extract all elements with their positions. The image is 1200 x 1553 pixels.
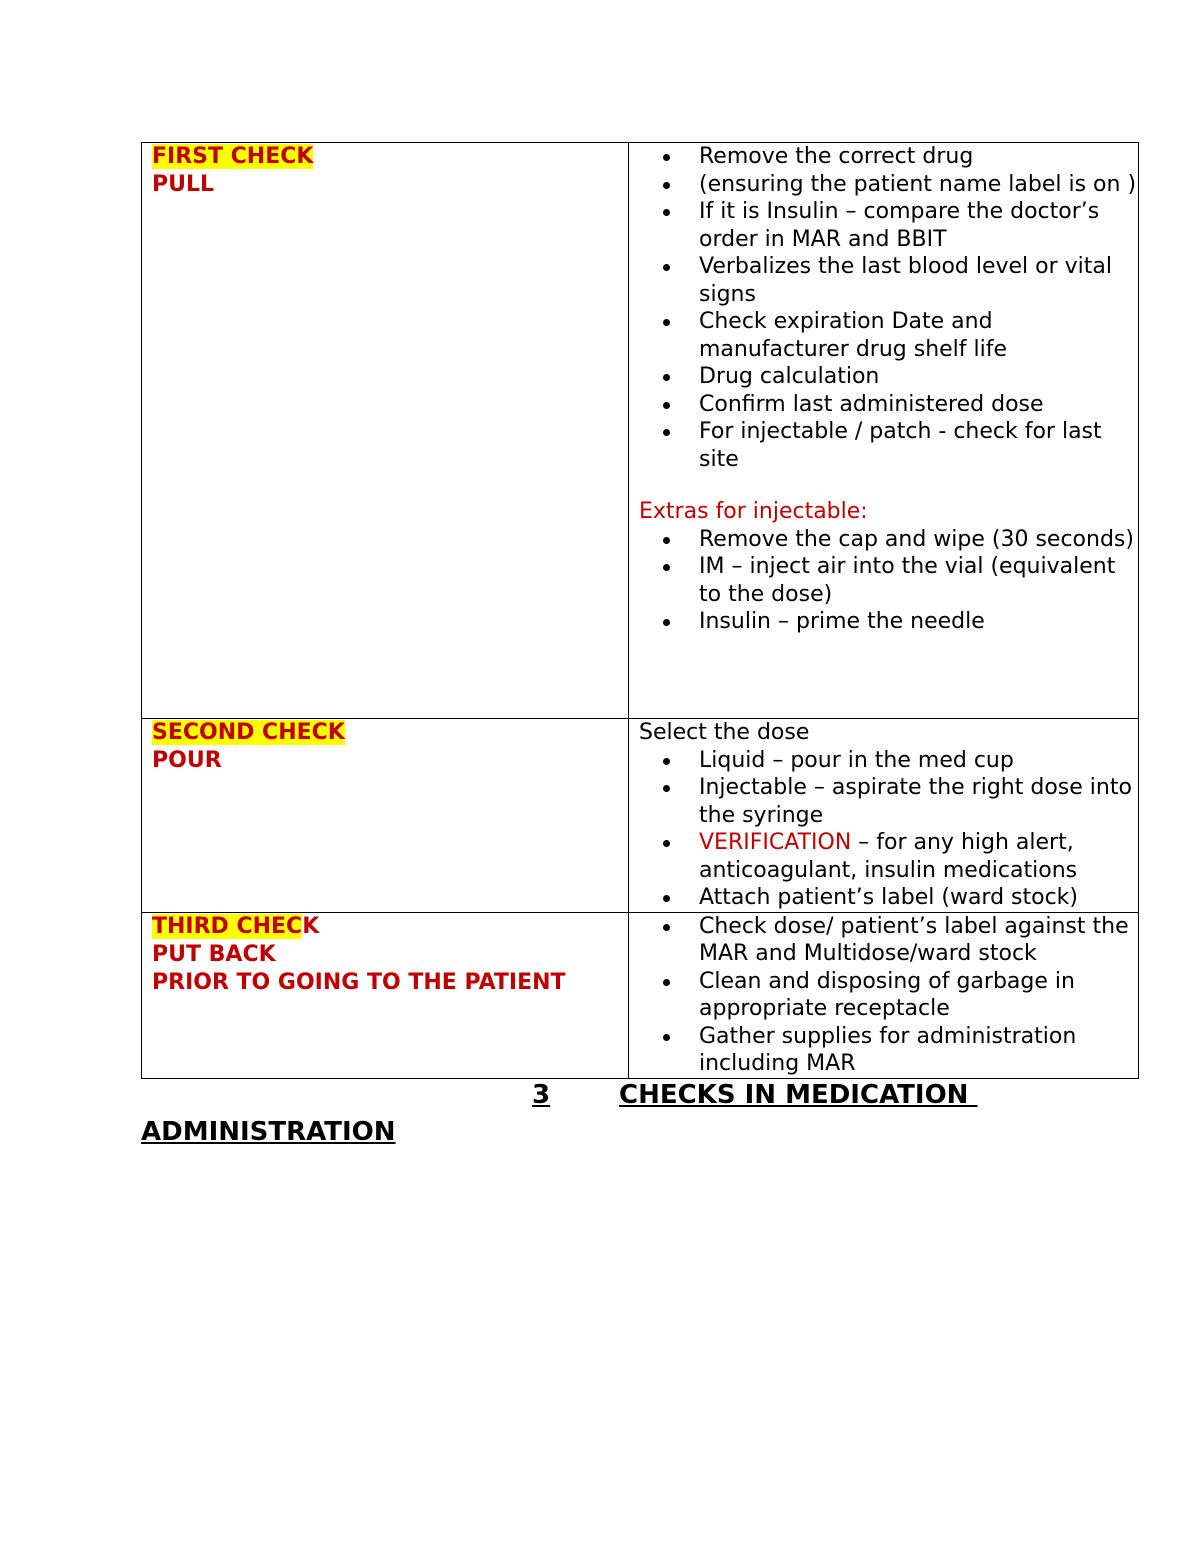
first-check-action: PULL bbox=[152, 172, 215, 197]
title-line-1: CHECKS IN MEDICATION bbox=[619, 1080, 978, 1110]
title-line-2: ADMINISTRATION bbox=[141, 1117, 396, 1147]
third-check-note: PRIOR TO GOING TO THE PATIENT bbox=[152, 969, 566, 995]
list-item: Verbalizes the last blood level or vital signs bbox=[699, 253, 1138, 308]
medication-checks-table bbox=[141, 142, 1139, 1079]
title-number: 3 bbox=[532, 1080, 551, 1110]
first-check-steps-cell bbox=[629, 143, 1139, 719]
list-item: Check dose/ patient’s label against the MAR and Multidose/ward stock bbox=[699, 913, 1138, 968]
third-check-label-rest: K bbox=[302, 913, 320, 939]
first-check-label-cell bbox=[142, 143, 629, 719]
list-item: Gather supplies for administration including MAR bbox=[699, 1023, 1138, 1078]
second-check-steps-cell bbox=[629, 719, 1139, 913]
list-item: If it is Insulin – compare the doctor’s order in MAR and BBIT bbox=[699, 198, 1138, 253]
list-item: Remove the correct drug bbox=[699, 143, 1138, 171]
third-check-list bbox=[639, 913, 1138, 1078]
third-check-steps-cell bbox=[629, 912, 1139, 1078]
list-item: IM – inject air into the vial (equivalent to the dose) bbox=[699, 553, 1138, 608]
select-dose-intro: Select the dose bbox=[639, 720, 810, 745]
table-row bbox=[142, 912, 1139, 1078]
second-check-label: SECOND CHECK bbox=[152, 720, 345, 745]
third-check-label-cell bbox=[142, 912, 629, 1078]
list-item: Liquid – pour in the med cup bbox=[699, 747, 1138, 775]
list-item: Clean and disposing of garbage in appropriate receptacle bbox=[699, 968, 1138, 1023]
second-check-label-cell bbox=[142, 719, 629, 913]
first-check-label: FIRST CHECK bbox=[152, 144, 314, 169]
third-check-label-highlighted: THIRD CHEC bbox=[152, 913, 303, 939]
first-check-list bbox=[639, 143, 1138, 473]
table-row bbox=[142, 143, 1139, 719]
list-item: Insulin – prime the needle bbox=[699, 608, 1138, 636]
second-check-action: POUR bbox=[152, 748, 222, 773]
list-item: Attach patient’s label (ward stock) bbox=[699, 884, 1138, 912]
list-item: Confirm last administered dose bbox=[699, 391, 1138, 419]
extras-heading: Extras for injectable: bbox=[639, 499, 868, 524]
list-item: For injectable / patch - check for last site bbox=[699, 418, 1138, 473]
extras-list bbox=[639, 526, 1138, 636]
second-check-list bbox=[639, 747, 1138, 912]
list-item: Remove the cap and wipe (30 seconds) bbox=[699, 526, 1138, 554]
list-item: Injectable – aspirate the right dose into the syringe bbox=[699, 774, 1138, 829]
list-item: (ensuring the patient name label is on ) bbox=[699, 171, 1137, 197]
list-item: Drug calculation bbox=[699, 363, 1138, 391]
verification-text: – for any high alert, anticoagulant, insulin medications bbox=[699, 830, 1078, 883]
verification-label: VERIFICATION bbox=[699, 830, 852, 855]
table-row bbox=[142, 719, 1139, 913]
list-item bbox=[699, 829, 1138, 884]
third-check-action: PUT BACK bbox=[152, 941, 276, 967]
list-item: Check expiration Date and manufacturer drug shelf life bbox=[699, 308, 1138, 363]
